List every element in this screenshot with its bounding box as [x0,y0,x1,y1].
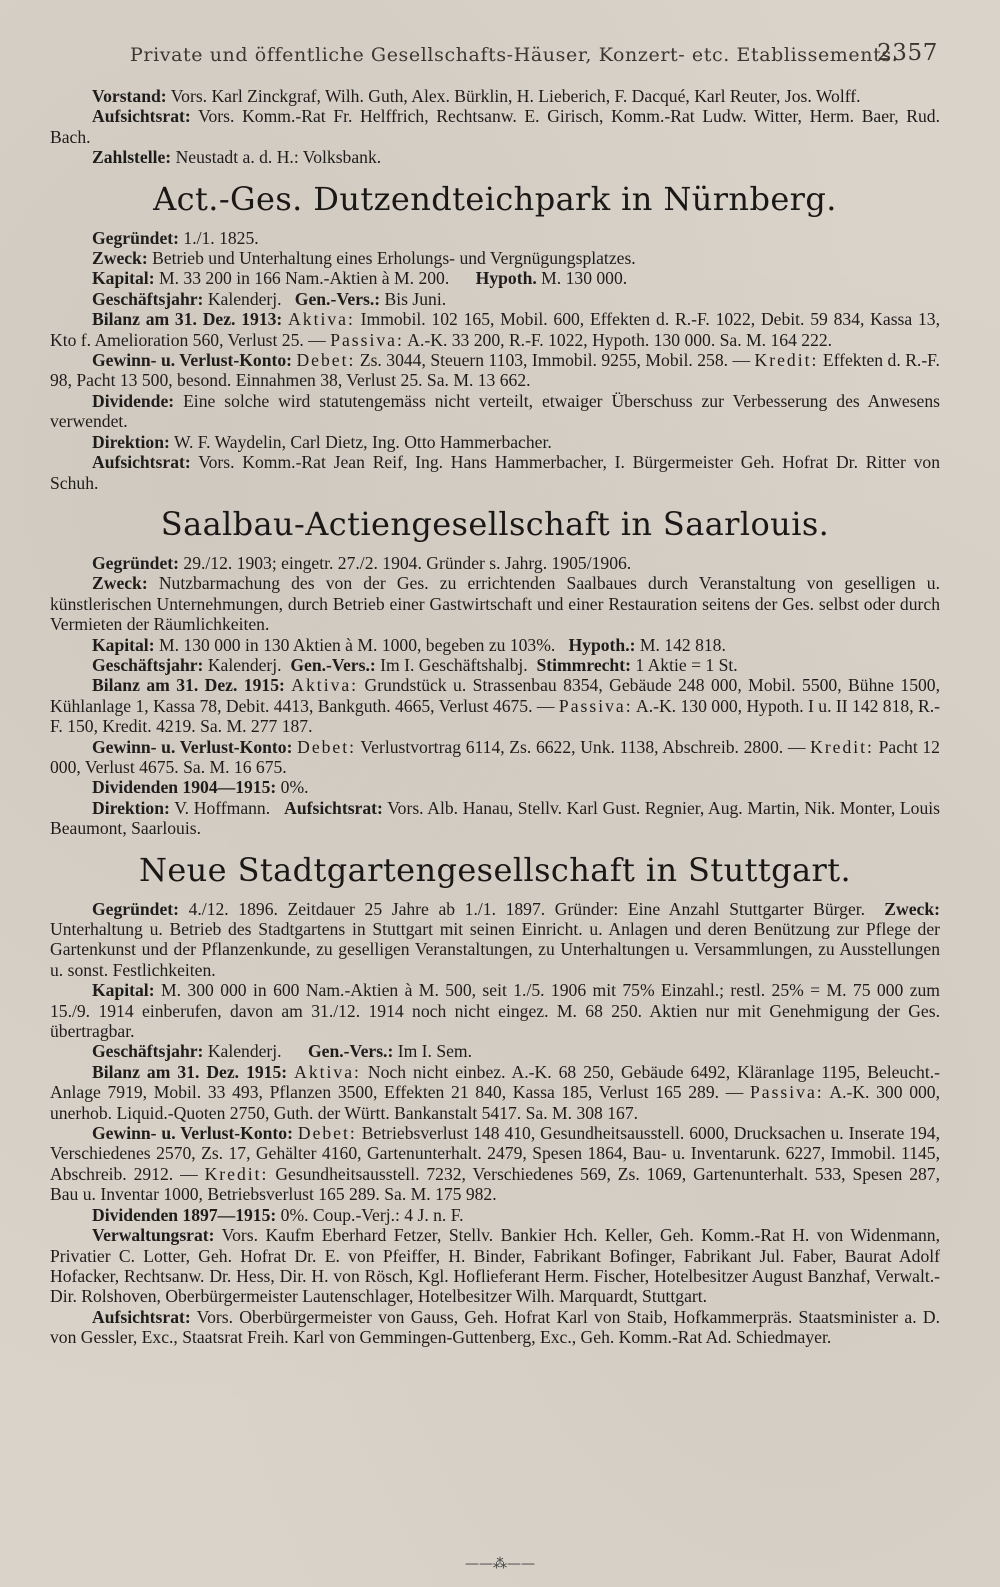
s1-zweck: Zweck: Betrieb und Unterhaltung eines Erholungs- und Vergnügungsplatzes. [92,248,636,269]
prev-vorstand: Vorstand: Vors. Karl Zinckgraf, Wilh. Guth, Alex. Bürklin, H. Lieberich, F. Dacqué, Karl Reuter, Jos. Wolff. [92,86,861,106]
prev-zahlstelle: Zahlstelle: Neustadt a. d. H.: Volksbank. [92,147,382,168]
s3-verwaltungsrat: Verwaltungsrat: Vors. Kaufm Eberhard Fetzer, Stellv. Bankier Hch. Keller, Geh. Komm.-Rat H. von Widenmann, Privatier C. Lotter, Geh. Hofrat Dr. E. von Pfeiffer, H. Binder, Fabrikant Bofinger, Fabrikant Jul. Faber, Baurat Adolf Hofacker, Rechtsanw. Dr. Hess, Dir. H. von Rösch, Kgl. Hoflieferant Herm. Fischer, Hotelbesitzer August Banzhaf, Verwalt.-Dir. Rolshoven, Oberbürgermeister Lautenschlager, Hotelbesitzer Wilh. Marquardt, Stuttgart. [50,1225,940,1307]
s2-geschaeftsjahr: Geschäftsjahr: Kalenderj. Gen.-Vers.: Im I. Geschäftshalbj. Stimmrecht: 1 Aktie = 1 St. [92,654,738,675]
section-title-saalbau: Saalbau-Actiengesellschaft in Saarlouis. [160,504,830,543]
s1-gegruendet: Gegründet: 1./1. 1825. [92,227,259,248]
s1-geschaeftsjahr: Geschäftsjahr: Kalenderj. Gen.-Vers.: Bis Juni. [92,288,447,309]
running-title: Private und öffentliche Gesellschafts-Häuser, Konzert- etc. Etablissements. [130,44,899,66]
s3-kapital: Kapital: M. 300 000 in 600 Nam.-Aktien à M. 500, seit 1./5. 1906 mit 75% Einzahl.; restl. 25% = M. 75 000 zum 15./9. 1914 einberufen, davon am 31./12. 1914 noch nicht eingez. M. 68 250. Aktien nur mit Genehmigung der Ges. übertragbar. [50,980,940,1042]
s3-bilanz: Bilanz am 31. Dez. 1915: Aktiva: Noch nicht einbez. A.-K. 68 250, Gebäude 6492, Kläranlage 1195, Beleucht.-Anlage 7919, Mobil. 33 493, Pflanzen 3500, Effekten 21 840, Kassa 185, Verlust 165 289. — Passiva: A.-K. 300 000, unerhob. Liquid.-Quoten 2750, Guth. der Württ. Bankanstalt 5417. Sa. M. 308 167. [50,1061,940,1123]
s2-bilanz: Bilanz am 31. Dez. 1915: Aktiva: Grundstück u. Strassenbau 8354, Gebäude 248 000, Mobil. 5500, Bühne 1500, Kühlanlage 1, Kassa 78, Debit. 4413, Bankguth. 4665, Verlust 4675. — Passiva: A.-K. 130 000, Hypoth. I u. II 142 818, R.-F. 150, Kredit. 4219. Sa. M. 277 187. [50,675,940,737]
footer-ornament: ——⁂—— [465,1556,535,1572]
s3-gegruendet: Gegründet: 4./12. 1896. Zeitdauer 25 Jahre ab 1./1. 1897. Gründer: Eine Anzahl Stuttgarter Bürger. Zweck: Unterhaltung u. Betrieb des Stadtgartens in Stuttgart mit seinen Einricht. u. Anlagen und deren Benützung zur Pflege der Gartenkunst und der Pflanzenkunde, zu geselligen Veranstaltungen, zu Unterhaltungen u. Versammlungen, zu Ausstellungen u. sonst. Festlichkeiten. [50,898,940,980]
s1-guv: Gewinn- u. Verlust-Konto: Debet: Zs. 3044, Steuern 1103, Immobil. 9255, Mobil. 258. — Kredit: Effekten d. R.-F. 98, Pacht 13 500, besond. Einnahmen 38, Verlust 25. Sa. M. 13 662. [50,350,940,391]
running-header [130,40,938,66]
page-content [50,86,940,1348]
s1-bilanz: Bilanz am 31. Dez. 1913: Aktiva: Immobil. 102 165, Mobil. 600, Effekten d. R.-F. 1022, Debit. 59 834, Kassa 13, Kto f. Amelioration 560, Verlust 25. — Passiva: A.-K. 33 200, R.-F. 1022, Hypoth. 130 000. Sa. M. 164 222. [50,309,940,350]
s2-kapital: Kapital: M. 130 000 in 130 Aktien à M. 1000, begeben zu 103%. Hypoth.: M. 142 818. [92,634,726,655]
s1-direktion: Direktion: W. F. Waydelin, Carl Dietz, Ing. Otto Hammerbacher. [92,431,552,452]
s2-direktion: Direktion: V. Hoffmann. Aufsichtsrat: Vors. Alb. Hanau, Stellv. Karl Gust. Regnier, Aug. Martin, Nik. Monter, Louis Beaumont, Saarlouis. [50,797,941,839]
s1-kapital: Kapital: M. 33 200 in 166 Nam.-Aktien à M. 200. Hypoth. M. 130 000. [92,268,628,289]
s1-dividende: Dividende: Eine solche wird statutengemäss nicht verteilt, etwaiger Überschuss zur Verbesserung des Anwesens verwendet. [50,390,940,432]
s3-aufsichtsrat: Aufsichtsrat: Vors. Oberbürgermeister von Gauss, Geh. Hofrat Karl von Staib, Hofkammerpräs. Staatsminister a. D. von Gessler, Exc., Staatsrat Freih. Karl von Gemmingen-Guttenberg, Exc., Geh. Komm.-Rat Ad. Schiedmayer. [50,1306,940,1348]
s3-guv: Gewinn- u. Verlust-Konto: Debet: Betriebsverlust 148 410, Gesundheitsausstell. 6000, Drucksachen u. Inserate 194, Verschiedenes 2570, Zs. 17, Gehälter 4160, Gartenunterhalt. 2479, Spesen 1864, Bau- u. Inventarunk. 6227, Immobil. 1145, Abschreib. 2912. — Kredit: Gesundheitsausstell. 7232, Verschiedenes 569, Zs. 1069, Gartenunterhalt. 533, Spesen 287, Bau u. Inventar 1000, Betriebsverlust 165 289. Sa. M. 175 982. [50,1123,940,1205]
s2-guv: Gewinn- u. Verlust-Konto: Debet: Verlustvortrag 6114, Zs. 6622, Unk. 1138, Abschreib. 2800. — Kredit: Pacht 12 000, Verlust 4675. Sa. M. 16 675. [50,736,940,777]
s3-geschaeftsjahr: Geschäftsjahr: Kalenderj. Gen.-Vers.: Im I. Sem. [92,1041,473,1062]
page-number: 2357 [877,40,938,66]
s2-zweck: Zweck: Nutzbarmachung des von der Ges. zu errichtenden Saalbaues durch Veranstaltung von geselligen u. künstlerischen Unternehmungen, durch Betrieb einer Gastwirtschaft und einer Restauration seitens der Ges. selbst oder durch Vermieten der Räumlichkeiten. [50,573,940,635]
prev-aufsichtsrat: Aufsichtsrat: Vors. Komm.-Rat Fr. Helffrich, Rechtsanw. E. Girisch, Komm.-Rat Ludw. Witter, Herm. Baer, Rud. Bach. [50,106,940,147]
section-title-stadtgarten: Neue Stadtgartengesellschaft in Stuttgart. [138,850,852,889]
s2-dividenden: Dividenden 1904—1915: 0%. [92,777,309,798]
s2-gegruendet: Gegründet: 29./12. 1903; eingetr. 27./2. 1904. Gründer s. Jahrg. 1905/1906. [92,552,632,573]
s1-aufsichtsrat: Aufsichtsrat: Vors. Komm.-Rat Jean Reif, Ing. Hans Hammerbacher, I. Bürgermeister Geh. Hofrat Dr. Ritter von Schuh. [50,452,940,493]
s3-dividenden: Dividenden 1897—1915: 0%. Coup.-Verj.: 4 J. n. F. [92,1204,464,1225]
section-title-dutzendteichpark: Act.-Ges. Dutzendteichpark in Nürnberg. [153,179,837,218]
